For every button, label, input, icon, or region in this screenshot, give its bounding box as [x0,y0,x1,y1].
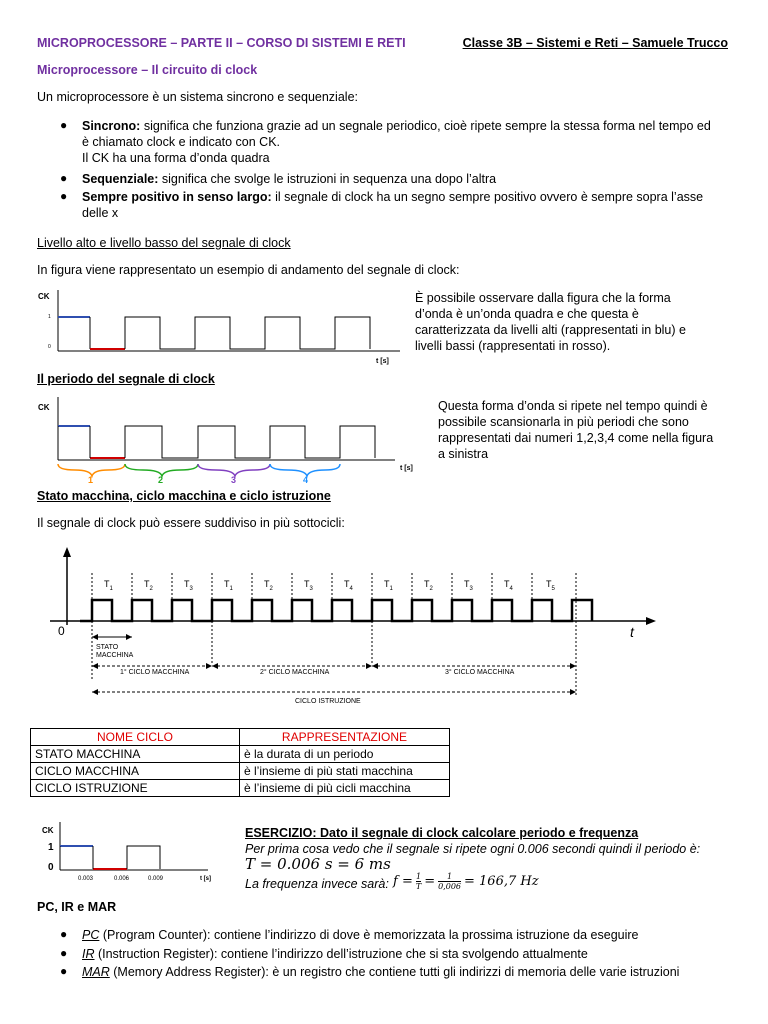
table-cell: CICLO ISTRUZIONE [31,780,240,797]
fraction-den: 0,006 [438,882,461,891]
ciclo-istruzione-label: CICLO ISTRUZIONE [295,698,361,705]
equals-sign: = [424,874,436,889]
x-tick-0006: 0.006 [114,876,130,882]
section-title-periodo: Il periodo del segnale di clock [37,372,215,386]
cycle2-label: 2° CICLO MACCHINA [260,669,330,676]
bullet-text: è chiamato clock e indicato con CK. [82,135,281,149]
register-pc [82,927,639,943]
clock-waveform [60,846,160,870]
bullet-text: delle x [82,206,119,220]
section-intro-livelli: In figura viene rappresentato un esempio di andamento del segnale di clock: [37,263,460,277]
bullet-term: Sempre positivo in senso largo: [82,190,272,204]
arrow-head [570,689,576,695]
tick-0: 0 [48,344,51,350]
table-row [31,746,450,763]
bullet-term: Sequenziale: [82,172,159,186]
header-right-class: Classe 3B – Sistemi e Reti – Samuele Trucco [462,36,728,50]
clock-levels-chart [30,285,410,370]
arrow-head [570,663,576,669]
exercise-clock-chart [30,818,230,888]
bullet-dot: ● [60,964,68,978]
x-axis-label: t [s] [400,465,413,472]
cycles-table [30,728,450,797]
table-cell: è l’insieme di più stati macchina [240,763,450,780]
state-T3-b: $T_3$ [304,579,313,592]
arrow-head [206,663,212,669]
exercise-title: ESERCIZIO: Dato il segnale di clock calcolare periodo e frequenza [245,826,639,840]
y-axis-arrow [63,547,71,557]
page-subtitle: Microprocessore – Il circuito di clock [37,63,258,77]
register-abbr: PC [82,928,100,942]
table-header: RAPPRESENTAZIONE [240,729,450,746]
desc-line: a sinistra [438,447,489,461]
bullet-text: il segnale di clock ha un segno sempre positivo ovvero è sempre sopra l’asse [271,190,704,204]
bullet-sequenziale [82,171,742,187]
stato-label: STATO [96,644,119,651]
clock-waveform [125,317,370,349]
section1-description [415,290,745,354]
bullet-text: Il CK ha una forma d’onda quadra [82,151,270,165]
x-axis-label: t [s] [376,358,389,365]
state-T1-c: $T_1$ [384,579,393,592]
state-T1-a: $T_1$ [104,579,113,592]
desc-line: possibile scansionarla in più periodi che sono [438,415,689,429]
state-T3-c: $T_3$ [464,579,473,592]
bullet-dot: ● [60,927,68,941]
x-tick-0009: 0.009 [148,876,164,882]
registers-title: PC, IR e MAR [37,900,117,914]
register-desc: (Instruction Register): contiene l’indirizzo dell’istruzione che si sta svolgendo attualmente [94,947,588,961]
bullet-sempre-positivo [82,189,742,221]
arrow-head [92,634,98,640]
register-desc: (Program Counter): contiene l’indirizzo di dove è memorizzata la prossima istruzione da eseguire [99,928,639,942]
arrow-head [372,663,378,669]
y-axis-label: CK [38,292,50,301]
arrow-head [92,689,98,695]
table-cell: è l’insieme di più cicli macchina [240,780,450,797]
fraction-den: T [415,882,422,891]
period-number-1: 1 [88,475,94,485]
table-row [31,780,450,797]
table-row [31,763,450,780]
section2-description [438,398,748,462]
fraction-num: 1 [415,872,422,881]
table-cell: STATO MACCHINA [31,746,240,763]
y-axis-label: CK [42,826,54,835]
section-title-stato: Stato macchina, ciclo macchina e ciclo istruzione [37,489,331,503]
register-mar [82,964,679,980]
x-axis-arrow [646,617,656,625]
t-axis-label: t [630,624,634,640]
frequency-intro: La frequenza invece sarà: [245,877,389,891]
intro-text: Un microprocessore è un sistema sincrono e sequenziale: [37,90,358,104]
bullet-dot: ● [60,171,68,185]
table-cell: CICLO MACCHINA [31,763,240,780]
period-formula: T = 0.006 s = 6 ms [245,855,391,873]
bullet-sincrono [82,118,742,166]
frequency-formula [393,872,539,891]
section-intro-stato: Il segnale di clock può essere suddiviso in più sottocicli: [37,516,345,530]
macchina-label: MACCHINA [96,652,134,659]
desc-line: livelli bassi (rappresentati in rosso). [415,339,611,353]
y-tick-1: 1 [48,842,54,853]
cycle1-label: 1° CICLO MACCHINA [120,669,190,676]
period-number-3: 3 [231,475,237,485]
cycle3-label: 3° CICLO MACCHINA [445,669,515,676]
clock-waveform [58,426,375,458]
bullet-term: Sincrono: [82,119,141,133]
table-header: NOME CICLO [31,729,240,746]
state-T5-c: $T_5$ [546,579,555,592]
clock-square-wave [80,600,592,621]
table-header-row [31,729,450,746]
y-axis-label: CK [38,403,50,412]
state-dividers [92,573,576,695]
frequency-result: = 166,7 Hz [464,874,539,889]
period-number-2: 2 [158,475,164,485]
bullet-dot: ● [60,118,68,132]
desc-line: È possibile osservare dalla figura che la forma [415,291,671,305]
clock-period-chart [30,394,420,486]
arrow-head [126,634,132,640]
state-T2-b: $T_2$ [264,579,273,592]
desc-line: rappresentati dai numeri 1,2,3,4 come nella figura [438,431,714,445]
x-tick-0003: 0.003 [78,876,94,882]
arrow-head [212,663,218,669]
bullet-text: significa che svolge le istruzioni in sequenza una dopo l’altra [158,172,497,186]
origin-label: 0 [58,624,65,638]
state-T1-b: $T_1$ [224,579,233,592]
state-T2-c: $T_2$ [424,579,433,592]
exercise-line1: Per prima cosa vedo che il segnale si ripete ogni 0.006 secondi quindi il periodo è: [245,842,701,856]
desc-line: Questa forma d’onda si ripete nel tempo quindi è [438,399,708,413]
bullet-dot: ● [60,946,68,960]
arrow-head [366,663,372,669]
bullet-dot: ● [60,189,68,203]
register-desc: (Memory Address Register): è un registro che contiene tutti gli indirizzi di memoria delle varie istruzioni [109,965,680,979]
register-abbr: IR [82,947,95,961]
x-axis-label: t [s] [200,876,211,882]
section-title-livelli: Livello alto e livello basso del segnale di clock [37,236,291,250]
register-ir [82,946,588,962]
tick-1: 1 [48,314,51,320]
bullet-text: significa che funziona grazie ad un segnale periodico, cioè ripete sempre la stessa forma nel tempo ed [140,119,711,133]
table-cell: è la durata di un periodo [240,746,450,763]
fraction-1-over-T [416,872,421,891]
state-T2-a: $T_2$ [144,579,153,592]
desc-line: d’onda è un’onda quadra e che questa è [415,307,639,321]
fraction-num: 1 [447,872,453,881]
state-T3-a: $T_3$ [184,579,193,592]
state-T4-c: $T_4$ [504,579,513,592]
freq-f: f = [393,874,413,889]
fraction-1-over-0006 [438,872,461,891]
state-T4-b: $T_4$ [344,579,353,592]
register-abbr: MAR [82,965,110,979]
machine-cycle-diagram [40,545,670,715]
y-tick-0: 0 [48,862,54,873]
header-left-title: MICROPROCESSORE – PARTE II – CORSO DI SISTEMI E RETI [37,36,406,50]
period-number-4: 4 [303,475,309,485]
arrow-head [92,663,98,669]
desc-line: caratterizzata da livelli alti (rappresentati in blu) e [415,323,686,337]
